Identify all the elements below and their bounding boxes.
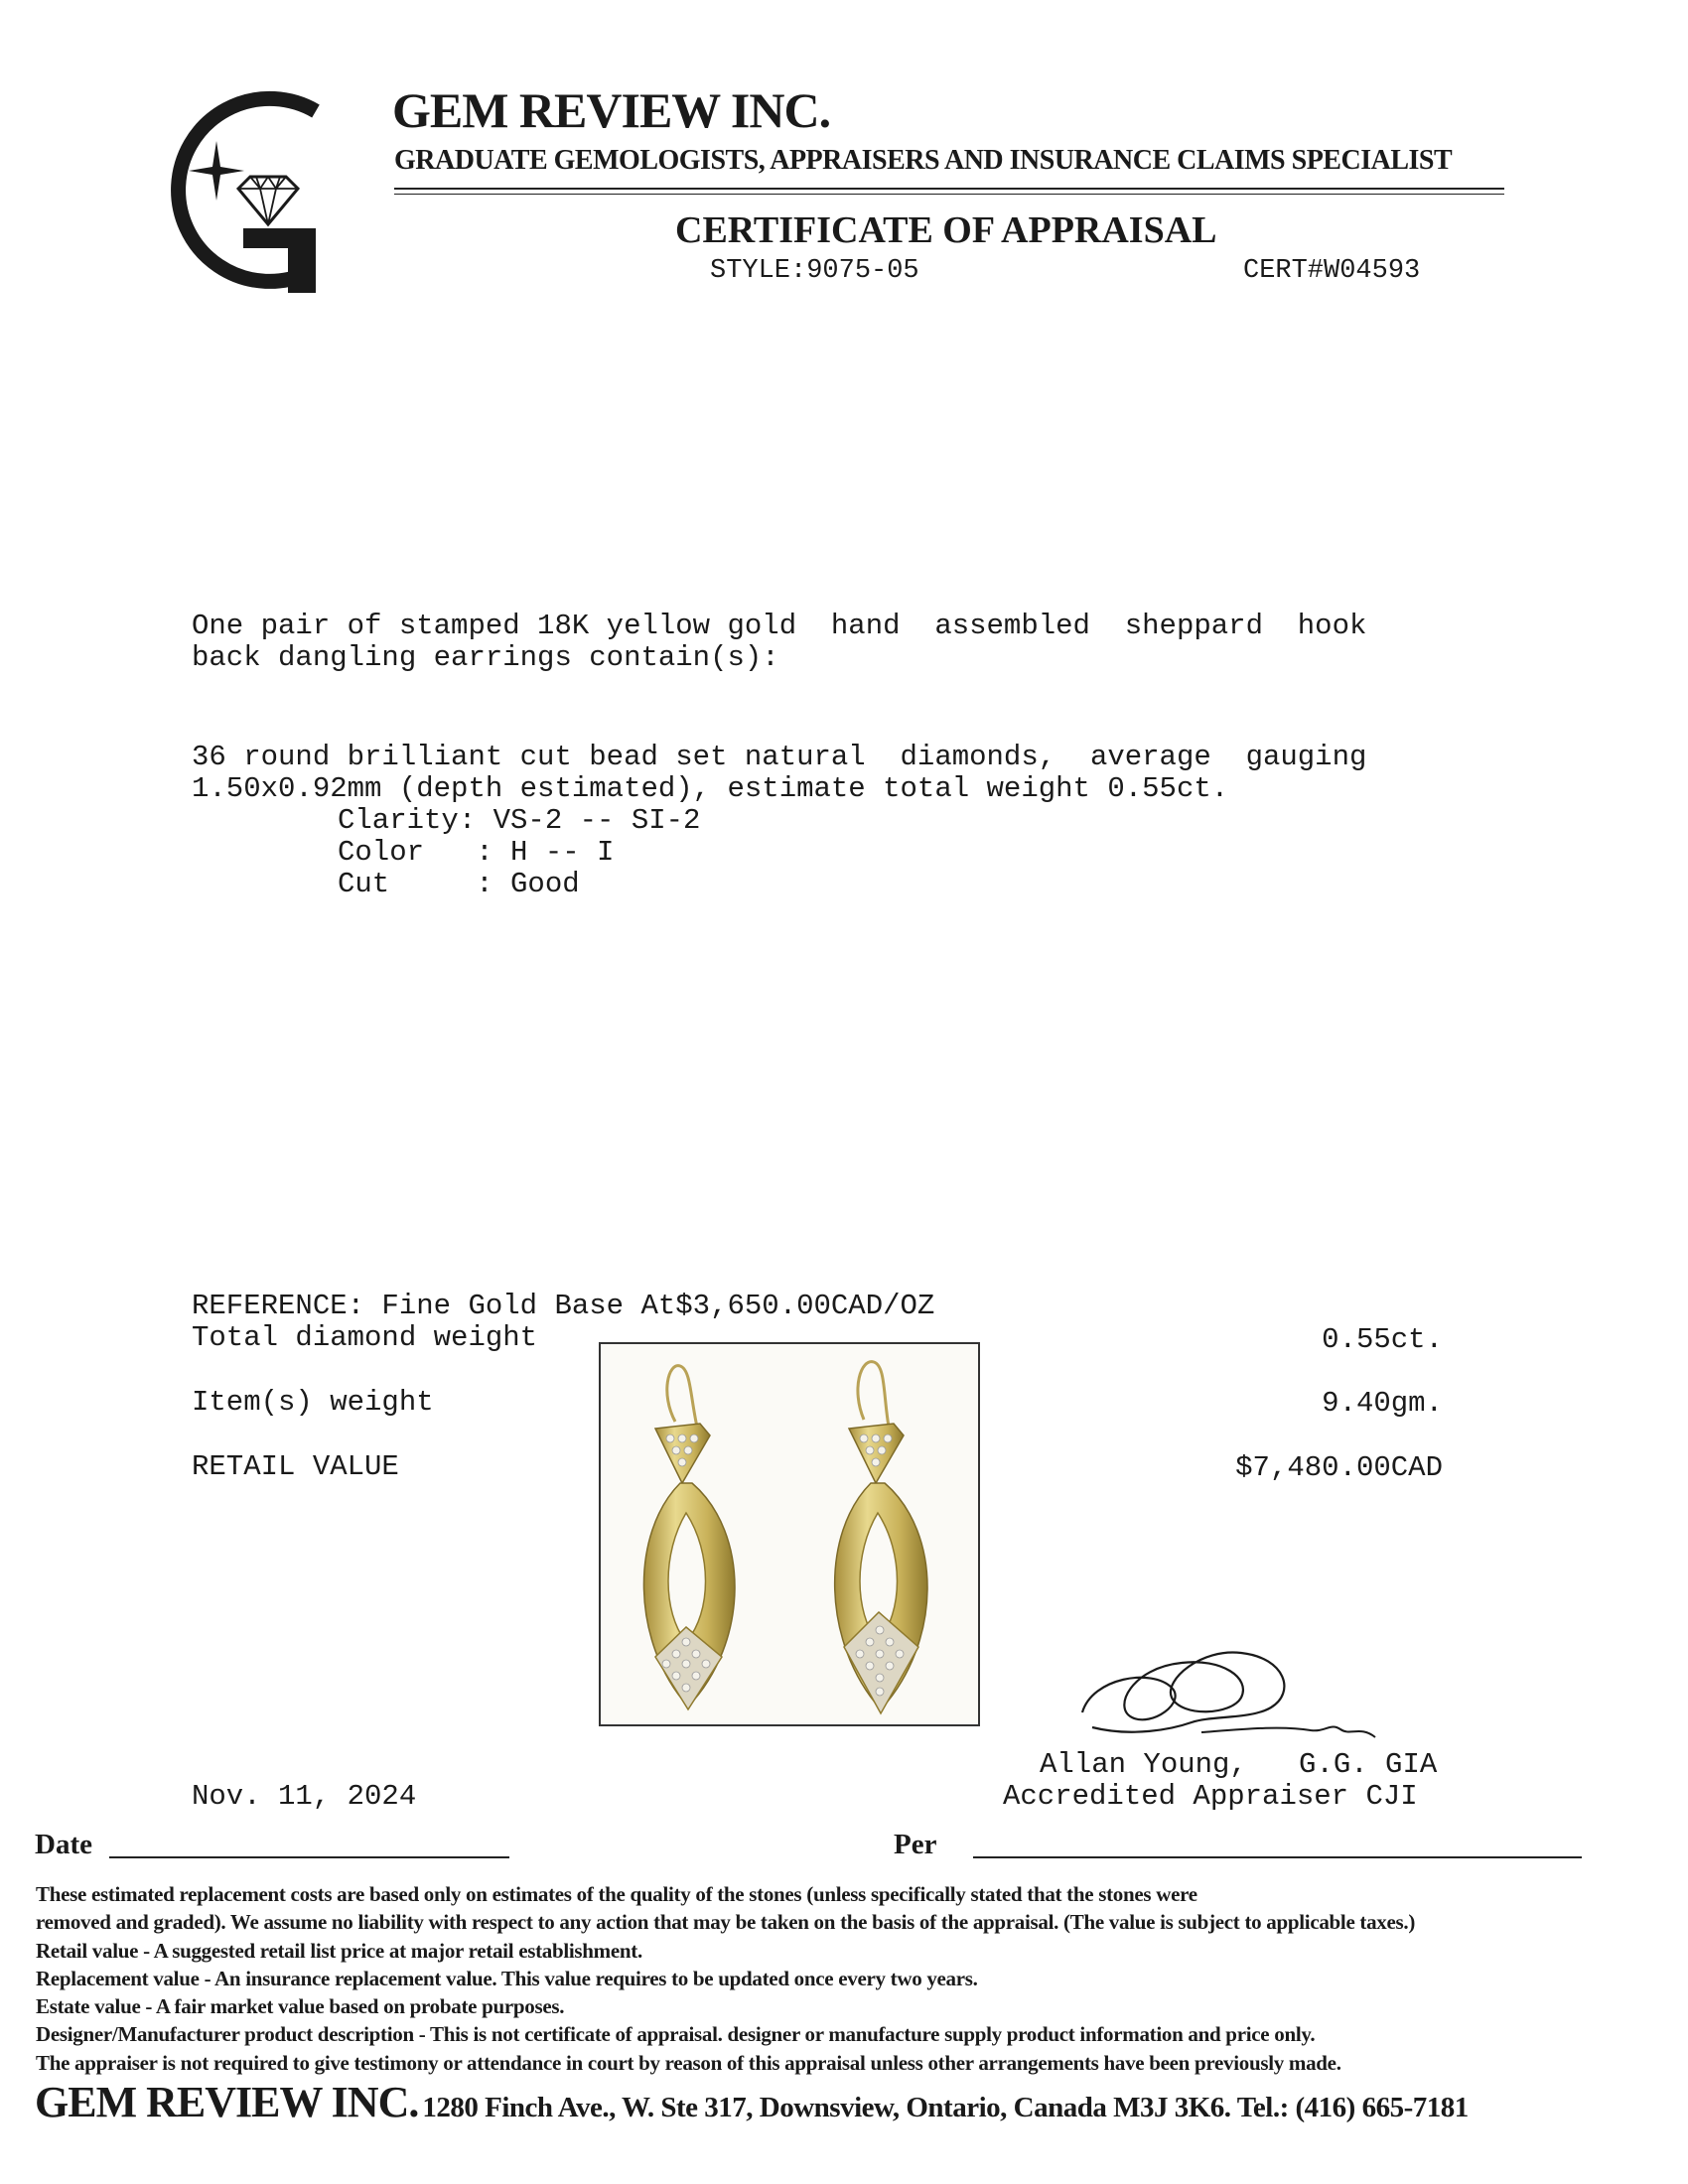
disclaimer: [36, 1880, 1664, 2077]
disclaimer-line: Replacement value - An insurance replacement value. This value requires to be updated once every two years.: [36, 1966, 978, 1990]
header-rule: [394, 194, 1504, 195]
certificate-title: CERTIFICATE OF APPRAISAL: [675, 209, 1217, 251]
appraiser-name: Allan Young, G.G. GIA: [1040, 1748, 1438, 1781]
style-number: STYLE:9075-05: [710, 256, 919, 286]
footer-company-name: GEM REVIEW INC.: [35, 2078, 419, 2126]
earrings-photo: [599, 1342, 980, 1726]
color-grade: Color : H -- I: [338, 836, 615, 869]
earrings-image: [601, 1344, 978, 1724]
item-weight-label: Item(s) weight: [192, 1386, 434, 1419]
item-description-line: One pair of stamped 18K yellow gold hand assembled sheppard hook: [192, 610, 1367, 642]
cert-number: CERT#W04593: [1243, 256, 1421, 286]
disclaimer-line: Designer/Manufacturer product description - This is not certificate of appraisal. designer or manufacture supply product information and price only.: [36, 2022, 1316, 2047]
date-signature-line: [109, 1856, 509, 1858]
footer: [35, 2077, 1469, 2127]
date-label: Date: [35, 1829, 92, 1860]
per-label: Per: [894, 1829, 937, 1860]
item-weight-value: 9.40gm.: [1322, 1387, 1443, 1420]
company-tagline: GRADUATE GEMOLOGISTS, APPRAISERS AND INSURANCE CLAIMS SPECIALIST: [394, 145, 1453, 176]
footer-address: 1280 Finch Ave., W. Ste 317, Downsview, Ontario, Canada M3J 3K6. Tel.: (416) 665-7181: [422, 2092, 1469, 2123]
appraiser-title: Accredited Appraiser CJI: [1003, 1780, 1418, 1813]
company-logo-icon: [139, 89, 338, 293]
total-diamond-weight-value: 0.55ct.: [1322, 1323, 1443, 1356]
cut-grade: Cut : Good: [338, 868, 580, 900]
right-earring-icon: [835, 1362, 927, 1713]
per-signature-line: [973, 1856, 1582, 1858]
disclaimer-line: The appraiser is not required to give testimony or attendance in court by reason of this appraisal unless other arrangements have been previously made.: [36, 2050, 1341, 2075]
appraiser-signature-icon: [1072, 1638, 1400, 1757]
disclaimer-line: Retail value - A suggested retail list price at major retail establishment.: [36, 1938, 642, 1963]
left-earring-icon: [643, 1366, 735, 1709]
company-name: GEM REVIEW INC.: [392, 82, 831, 138]
disclaimer-line: These estimated replacement costs are based only on estimates of the quality of the stones (unless specifically stated that the stones were: [36, 1882, 1197, 1906]
disclaimer-line: removed and graded). We assume no liability with respect to any action that may be taken on the basis of the appraisal. (The value is subject to applicable taxes.): [36, 1910, 1416, 1935]
retail-value-label: RETAIL VALUE: [192, 1450, 399, 1483]
total-diamond-weight-label: Total diamond weight: [192, 1321, 538, 1354]
appraisal-date: Nov. 11, 2024: [192, 1780, 417, 1813]
retail-value-amount: $7,480.00CAD: [1235, 1451, 1443, 1484]
gold-reference: REFERENCE: Fine Gold Base At$3,650.00CAD/OZ: [192, 1290, 935, 1322]
clarity-grade: Clarity: VS-2 -- SI-2: [338, 804, 701, 837]
diamond-description-line: 36 round brilliant cut bead set natural diamonds, average gauging: [192, 741, 1367, 773]
diamond-description-line: 1.50x0.92mm (depth estimated), estimate total weight 0.55ct.: [192, 772, 1229, 805]
item-description-line: back dangling earrings contain(s):: [192, 641, 779, 674]
header-rule: [394, 188, 1504, 190]
disclaimer-line: Estate value - A fair market value based on probate purposes.: [36, 1994, 565, 2019]
